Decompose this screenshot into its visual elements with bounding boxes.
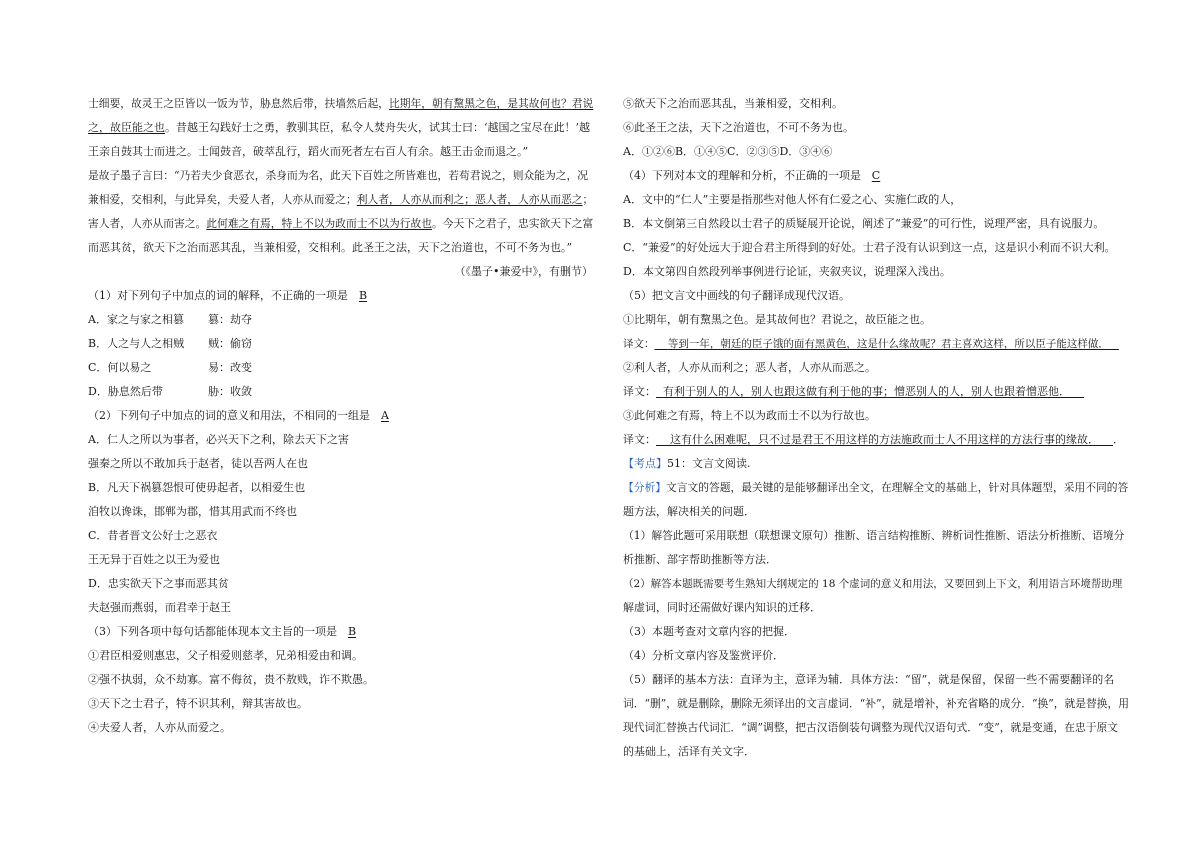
analysis-5b: 词．“删”，就是删除，删除无须译出的文言虚词．“补”，就是增补，补充省略的成分．“换”，就是替换，用 [623,697,1129,710]
q1-option-a: A．家之与家之相篡 篡：劫夺 [88,313,252,326]
fenxi-line-2: 题方法，解决相关的问题． [623,505,755,518]
q4-option-c: C．“兼爱”的好处远大于迎合君主所得到的好处。士君子没有认识到这一点，这是识小利而不识大利。 [623,241,1116,254]
q5-translation-1: 译文： 等到一年，朝廷的臣子饿的面有黑黄色，这是什么缘故呢？君主喜欢这样，所以臣子能这样做． [623,332,1129,356]
answer-2: A [381,409,389,422]
q3-item-2: ②强不执弱，众不劫寡。富不侮贫，贵不敖贱，诈不欺愚。 [88,673,374,686]
q5-translation-2: 译文： 有利于别人的人，别人也跟这做有利于他的事；憎恶别人的人，别人也跟着憎恶他． [623,380,1129,404]
translation-3-text: 这有什么困难呢，只不过是君王不用这样的方法施政而士人不用这样的方法行事的缘故． [670,433,1099,446]
analysis-2a: （2）解答本题既需要考生熟知大纲规定的 18 个虚词的意义和用法，又要回到上下文，利用语言环境帮助理 [623,578,1123,590]
q5-sentence-1: ①比期年，朝有黧黑之色。是其故何也？君说之，故臣能之也。 [623,313,931,326]
question-5: （5）把文言文中画线的句子翻译成现代汉语。 [623,289,850,302]
analysis-4: （4）分析文章内容及鉴赏评价． [623,649,784,662]
analysis-3: （3）本题考查对文章内容的把握． [623,625,795,638]
q3-item-5: ⑤欲天下之治而恶其乱，当兼相爱，交相利。 [623,97,843,110]
q2-option-c-1: C．昔者晋文公好士之恶衣 [88,529,218,542]
q3-item-6: ⑥此圣王之法，天下之治道也，不可不务为也。 [623,121,854,134]
passage-line-3: 王亲自鼓其士而进之。士闻鼓音，破萃乱行，蹈火而死者左右百人有余。越王击金而退之。” [88,145,529,158]
fenxi-tag: 【分析】 [623,481,667,494]
analysis-5d: 的基础上，活译有关文字． [623,745,755,758]
q2-option-b-2: 洎牧以谗诛，邯郸为郡，惜其用武而不终也 [88,505,297,518]
q3-item-3: ③天下之士君子，特不识其利，辩其害故也。 [88,697,308,710]
passage-line-7: 而恶其贫，欲天下之治而恶其乱，当兼相爱，交相利。此圣王之法，天下之治道也，不可不务为也。” [88,241,573,254]
question-4: （4）下列对本文的理解和分析，不正确的一项是 C [623,164,1129,188]
passage-line-4: 是故子墨子言曰：“乃若夫少食恶衣，杀身而为名，此天下百姓之所皆难也，若苟君说之，则众能为之，况 [88,169,588,182]
answer-3: B [347,625,357,638]
q3-options: A．①②⑥B．①④⑤C．②③⑤D．③④⑥ [623,145,833,158]
q5-sentence-2: ②利人者，人亦从而利之；恶人者，人亦从而恶之。 [623,361,876,374]
passage-line-2: 之，故臣能之也。昔越王勾践好士之勇，教驯其臣，私令人焚舟失火，试其士曰：‘越国之宝尽在此！’越 [88,121,590,134]
q2-option-a-1: A．仁人之所以为事者，必兴天下之利，除去天下之害 [88,433,349,446]
underlined-sentence-2: 利人者，人亦从而利之；恶人者，人亦从而恶之 [356,193,583,206]
left-column [88,92,593,740]
analysis-5a: （5）翻译的基本方法：直译为主，意译为辅．具体方法：“留”，就是保留，保留一些不需要翻译的名 [623,673,1115,686]
answer-1: B [358,289,368,302]
passage-line-6: 害人者，人亦从而害之。此何难之有焉，特上不以为政而士不以为行故也。今天下之君子，忠实欲天下之富 [88,217,594,230]
q2-option-b-1: B．凡天下祸篡怨恨可使毋起者，以相爱生也 [88,481,306,494]
q2-option-a-2: 强秦之所以不敢加兵于赵者，徒以吾两人在也 [88,457,308,470]
q1-option-b: B．人之与人之相贼 贼：偷窃 [88,337,252,350]
q1-option-d: D．胁息然后带 胁：收敛 [88,385,252,398]
underlined-sentence-1: 比期年，朝有黧黑之色，是其故何也？君说 [389,97,594,110]
q1-option-c: C．何以易之 易：改变 [88,361,252,374]
question-3: （3）下列各项中每句话都能体现本文主旨的一项是 B [88,620,593,644]
analysis-1b: 析推断、部字帮助推断等方法． [623,553,777,566]
q5-translation-3: 译文： 这有什么困难呢，只不过是君王不用这样的方法施政而士人不用这样的方法行事的缘故． ． [623,433,1124,446]
question-2: （2）下列句子中加点的词的意义和用法，不相同的一组是 A [88,404,593,428]
underlined-sentence-3: 此何难之有焉，特上不以为政而士不以为行故也 [206,217,433,230]
kaodian-line: 【考点】51：文言文阅读. [623,457,751,470]
q2-option-c-2: 王无异于百姓之以王为爱也 [88,553,220,566]
question-1: （1）对下列句子中加点的词的解释，不正确的一项是 B [88,284,593,308]
q2-option-d-1: D．忠实欲天下之事而恶其贫 [88,577,229,590]
source-citation: （《墨子•兼爱中》，有删节） [454,265,593,278]
q3-item-1: ①君臣相爱则惠忠，父子相爱则慈孝，兄弟相爱由和调。 [88,649,363,662]
passage-line-5: 兼相爱，交相利，与此异矣，夫爱人者，人亦从而爱之；利人者，人亦从而利之；恶人者，人亦从而恶之； [88,193,594,206]
underlined-sentence-1-cont: 之，故臣能之也 [88,121,165,134]
passage-line-1: 士细要，故灵王之臣皆以一饭为节，胁息然后带，扶墙然后起，比期年，朝有黧黑之色，是其故何也？君说 [88,97,594,110]
q5-sentence-3: ③此何难之有焉，特上不以为政而士不以为行故也。 [623,409,876,422]
translation-1-text: 等到一年，朝廷的臣子饿的面有黑黄色，这是什么缘故呢？君主喜欢这样，所以臣子能这样做． [667,338,1109,350]
analysis-2b: 解虚词，同时还需做好课内知识的迁移． [623,601,821,614]
translation-2-text: 有利于别人的人，别人也跟这做有利于他的事；憎恶别人的人，别人也跟着憎恶他． [663,385,1070,398]
kaodian-tag: 【考点】 [623,457,667,470]
analysis-5c: 现代词汇替换古代词汇．“调”调整，把古汉语倒装句调整为现代汉语句式．“变”，就是变通，在忠于原文 [623,721,1118,734]
analysis-1a: （1）解答此题可采用联想（联想课文原句）推断、语言结构推断、辨析词性推断、语法分析推断、语境分 [623,529,1125,542]
right-column [623,92,1129,764]
q4-option-d: D．本文第四自然段列举事例进行论证，夹叙夹议，说理深入浅出。 [623,265,951,278]
q2-option-d-2: 夫赵强而燕弱，而君幸于赵王 [88,601,231,614]
fenxi-line-1: 【分析】文言文的答题，最关键的是能够翻译出全文，在理解全文的基础上，针对具体题型，采用不同的答 [623,481,1129,494]
q4-option-b: B．本文倒第三自然段以士君子的质疑展开论说，阐述了“兼爱”的可行性，说理严密，具有说服力。 [623,217,1105,230]
q4-option-a: A．文中的“仁人”主要是指那些对他人怀有仁爱之心、实施仁政的人， [623,193,962,206]
answer-4: C [871,169,881,182]
q3-item-4: ④夫爱人者，人亦从而爱之。 [88,721,231,734]
